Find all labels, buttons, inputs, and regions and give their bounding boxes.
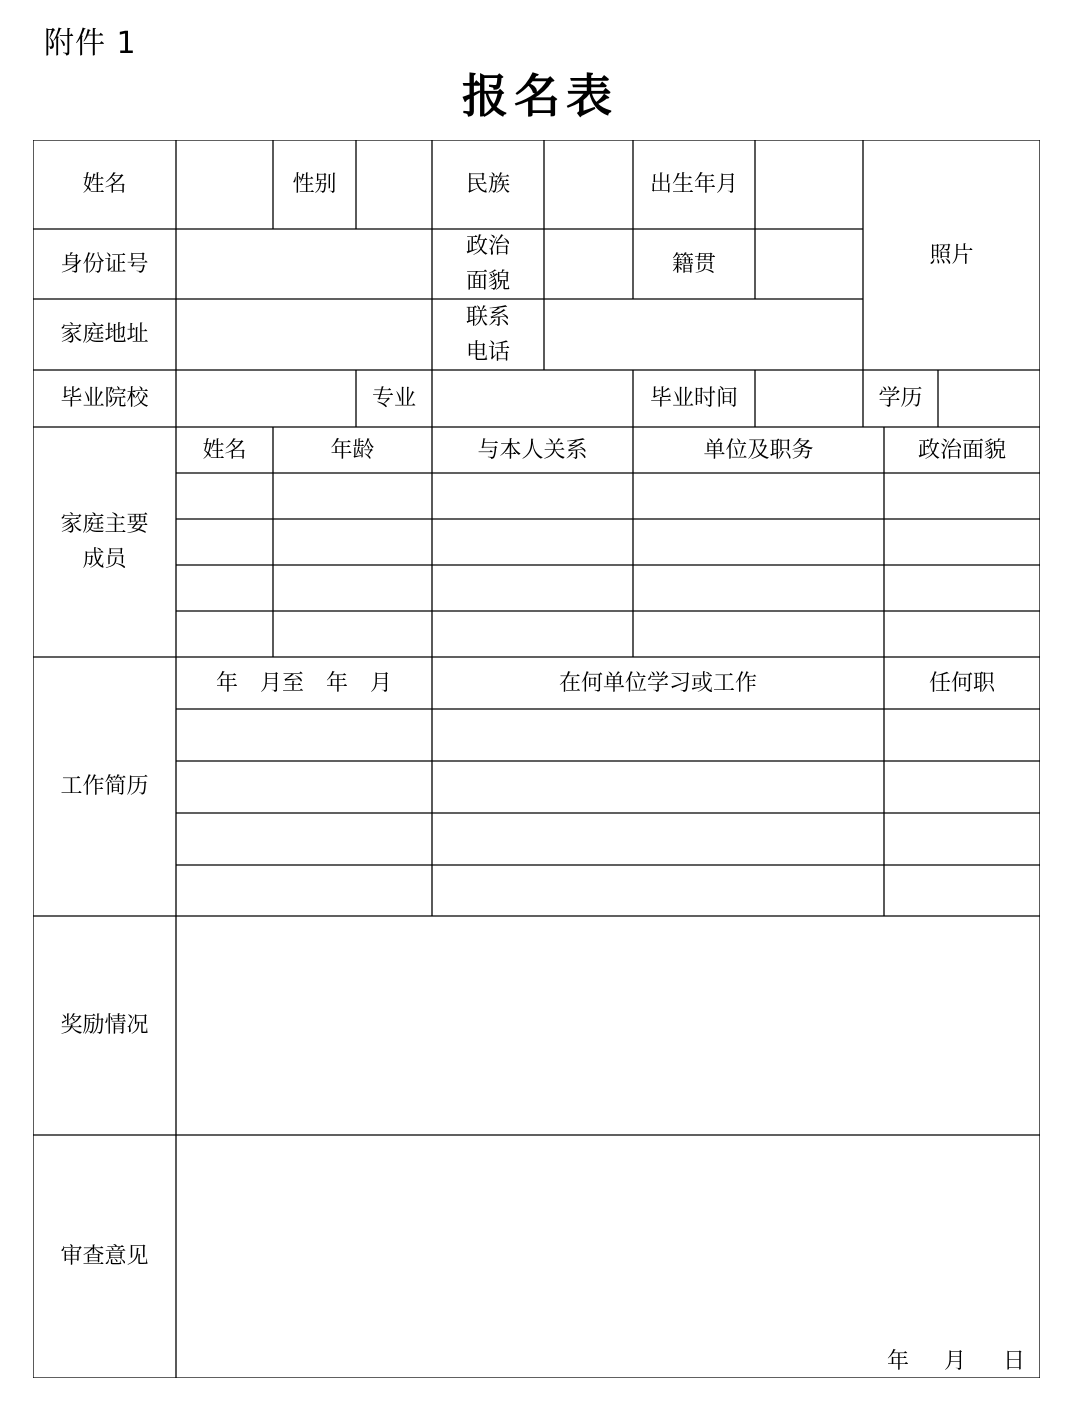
work-section-label: 工作简历 [60,774,149,799]
grad-time-label: 毕业时间 [649,386,738,411]
attachment-label: 附件 1 [44,26,137,61]
grad-time-field[interactable] [755,370,863,427]
major-label: 专业 [371,386,416,411]
family-row[interactable] [176,519,1040,565]
work-row[interactable] [176,761,1040,813]
family-col-age: 年龄 [330,437,375,463]
ethnicity-label: 民族 [465,172,510,197]
name-field[interactable] [176,140,273,229]
work-row[interactable] [176,813,1040,865]
photo-label: 照片 [929,242,974,268]
gender-label: 性别 [292,172,337,197]
id-label: 身份证号 [60,251,149,277]
school-label: 毕业院校 [60,386,149,411]
review-label: 审查意见 [60,1244,149,1269]
review-date-month: 月 [944,1349,967,1374]
phone-label: 联系 电话 [465,304,510,365]
registration-form [33,140,1040,1378]
major-field[interactable] [432,370,633,427]
work-col-employer: 在何单位学习或工作 [558,670,757,696]
name-label: 姓名 [82,172,127,197]
awards-field[interactable] [176,916,1040,1135]
family-col-relation: 与本人关系 [477,437,588,463]
family-row[interactable] [176,473,1040,519]
review-date-day: 日 [1003,1349,1026,1374]
work-row[interactable] [176,709,1040,761]
address-field[interactable] [176,299,432,370]
family-col-political: 政治面貌 [917,437,1006,463]
birth-field[interactable] [755,140,863,229]
degree-label: 学历 [878,386,923,411]
native-field[interactable] [755,229,863,299]
native-label: 籍贯 [671,251,716,277]
political-label: 政治 面貌 [465,234,510,294]
work-col-period: 年 月至 年 月 [215,670,392,696]
family-section-label: 家庭主要 成员 [60,512,149,572]
birth-label: 出生年月 [649,172,738,197]
political-field[interactable] [544,229,633,299]
work-col-position: 任何职 [928,670,995,696]
id-field[interactable] [176,229,432,299]
gender-field[interactable] [356,140,432,229]
family-row[interactable] [176,565,1040,611]
family-col-name: 姓名 [202,437,247,463]
ethnicity-field[interactable] [544,140,633,229]
school-field[interactable] [176,370,356,427]
work-row[interactable] [176,865,1040,916]
family-col-employer: 单位及职务 [703,437,814,463]
awards-label: 奖励情况 [60,1013,149,1038]
address-label: 家庭地址 [60,322,149,347]
review-field[interactable] [176,1135,1040,1378]
degree-field[interactable] [938,370,1040,427]
family-row[interactable] [176,611,1040,657]
phone-field[interactable] [544,299,863,370]
review-date-year: 年 [887,1349,910,1374]
form-title: 报名表 [462,69,618,123]
